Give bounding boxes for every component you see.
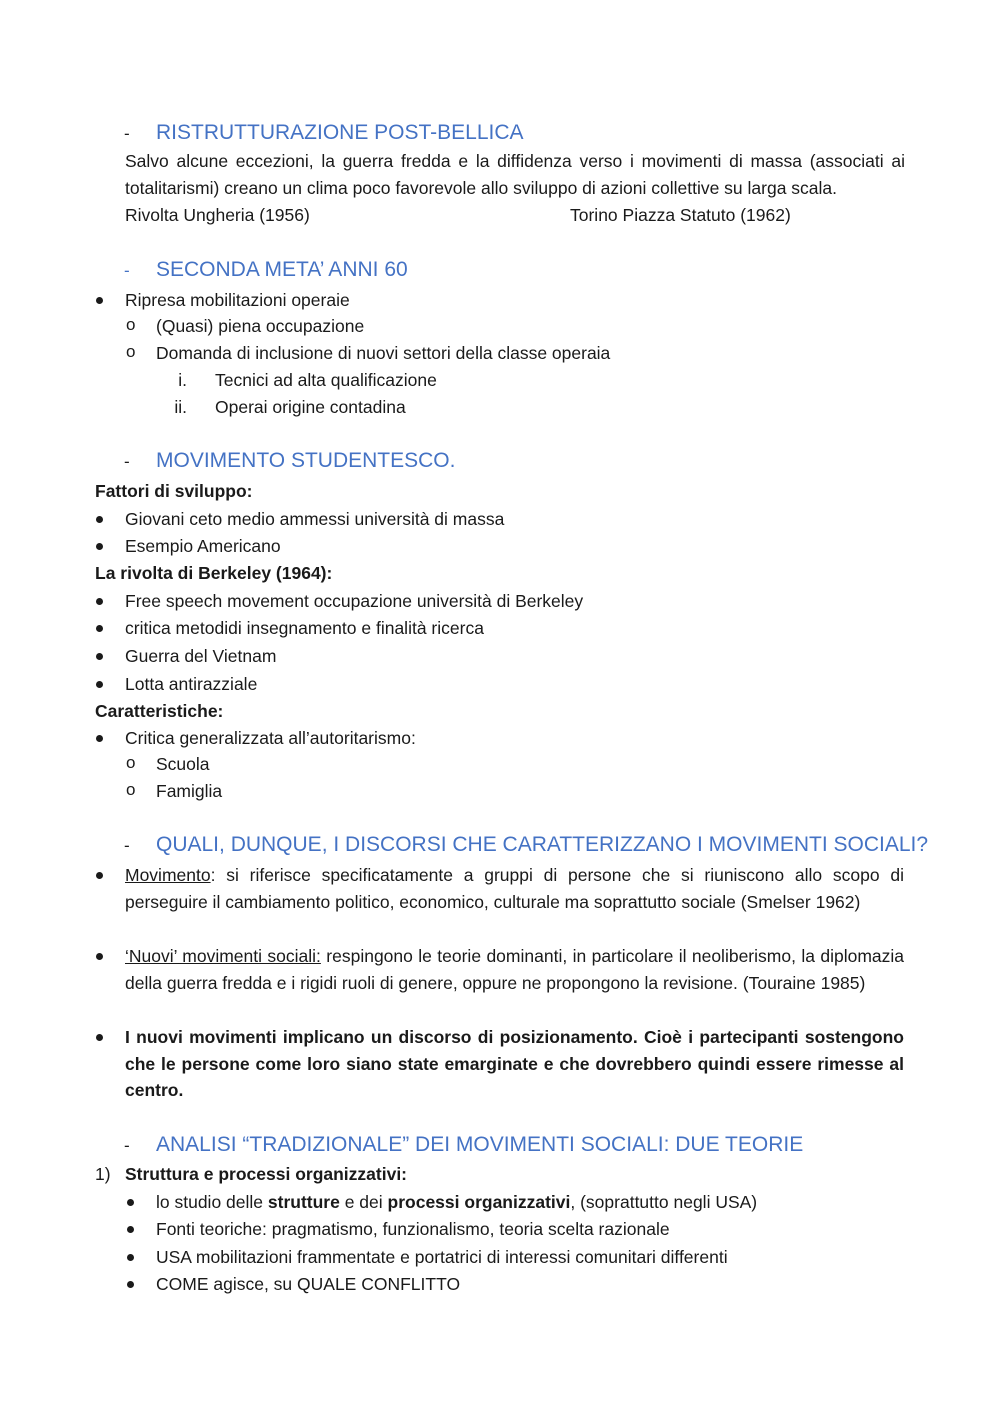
list-item: critica metodidi insegnamento e finalità ricerca: [125, 618, 484, 638]
circle-bullet-icon: o: [126, 753, 136, 772]
bullet-icon: [96, 653, 103, 660]
paragraph-posizionamento: I nuovi movimenti implicano un discorso di posizionamento. Cioè i partecipanti sostengono che le persone come loro siano state emarginate e che dovrebbero quindi essere rimesse al centro.: [125, 1027, 904, 1100]
bullet-icon: [96, 1034, 103, 1041]
term-movimento: Movimento: [125, 865, 211, 885]
list-item: USA mobilitazioni frammentate e portatrici di interessi comunitari differenti: [156, 1247, 728, 1267]
heading-seconda-meta: SECONDA META’ ANNI 60: [156, 258, 408, 281]
term-nuovi-movimenti: ‘Nuovi’ movimenti sociali:: [125, 946, 321, 966]
list-item: Tecnici ad alta qualificazione: [215, 370, 437, 390]
label-struttura: Struttura e processi organizzativi:: [125, 1164, 408, 1184]
bullet-icon: [127, 1254, 134, 1261]
bullet-icon: [96, 872, 103, 879]
circle-bullet-icon: o: [126, 342, 136, 361]
circle-bullet-icon: o: [126, 780, 136, 799]
paragraph-nuovi-movimenti: [125, 943, 904, 996]
definition-movimento: : si riferisce specificatamente a gruppi di persone che si riuniscono allo scopo di perseguire il cambiamento politico, economico, culturale ma soprattutto sociale (Smelser 1962): [125, 865, 904, 912]
bullet-icon: [127, 1199, 134, 1206]
list-item: Giovani ceto medio ammessi università di massa: [125, 509, 505, 529]
bullet-icon: [127, 1226, 134, 1233]
heading-discorsi: QUALI, DUNQUE, I DISCORSI CHE CARATTERIZZANO I MOVIMENTI SOCIALI?: [156, 833, 929, 856]
bullet-icon: [96, 543, 103, 550]
list-item: [156, 1189, 757, 1216]
label-fattori: Fattori di sviluppo:: [95, 481, 253, 501]
label-berkeley: La rivolta di Berkeley (1964):: [95, 563, 333, 583]
list-item: Fonti teoriche: pragmatismo, funzionalismo, teoria scelta razionale: [156, 1219, 670, 1239]
bullet-icon: [96, 735, 103, 742]
heading-movimento-studentesco: MOVIMENTO STUDENTESCO.: [156, 449, 456, 472]
list-item: Critica generalizzata all’autoritarismo:: [125, 728, 416, 748]
bullet-icon: [127, 1281, 134, 1288]
paragraph-movimento: [125, 862, 904, 915]
bullet-icon: [96, 625, 103, 632]
definition-nuovi-movimenti: respingono le teorie dominanti, in particolare il neoliberismo, la diplomazia della guerra fredda e i rigidi ruoli di genere, oppure ne propongono la revisione. (Touraine 1985): [125, 946, 904, 993]
list-item: Domanda di inclusione di nuovi settori della classe operaia: [156, 343, 611, 363]
bullet-icon: [96, 681, 103, 688]
list-item: Guerra del Vietnam: [125, 646, 277, 666]
text-run-bold: strutture: [267, 1192, 340, 1212]
heading-dash: -: [124, 261, 130, 280]
roman-numeral: i.: [178, 370, 187, 390]
list-item: COME agisce, su QUALE CONFLITTO: [156, 1274, 461, 1294]
heading-analisi-tradizionale: ANALISI “TRADIZIONALE” DEI MOVIMENTI SOCIALI: DUE TEORIE: [156, 1133, 804, 1156]
circle-bullet-icon: o: [126, 315, 136, 334]
heading-dash: -: [124, 1136, 130, 1155]
list-item: Esempio Americano: [125, 536, 281, 556]
list-item: Free speech movement occupazione università di Berkeley: [125, 591, 584, 611]
note-ungheria: Rivolta Ungheria (1956): [125, 205, 310, 225]
bullet-icon: [96, 297, 103, 304]
list-item: Scuola: [156, 754, 210, 774]
label-caratteristiche: Caratteristiche:: [95, 701, 224, 721]
text-run: e dei: [339, 1192, 388, 1212]
heading-dash: -: [124, 836, 130, 855]
list-item: (Quasi) piena occupazione: [156, 316, 365, 336]
paragraph-postbellica: Salvo alcune eccezioni, la guerra fredda e la diffidenza verso i movimenti di massa (associati ai totalitarismi) creano un clima poco favorevole allo sviluppo di azioni collettive su larga scala.: [125, 151, 905, 198]
list-item: Operai origine contadina: [215, 397, 406, 417]
text-run: lo studio delle: [156, 1192, 268, 1212]
roman-numeral: ii.: [174, 397, 187, 417]
bullet-icon: [96, 516, 103, 523]
heading-dash: -: [124, 452, 130, 471]
text-run-bold: processi organizzativi: [387, 1192, 571, 1212]
list-item: Famiglia: [156, 781, 223, 801]
bullet-icon: [96, 598, 103, 605]
list-number: 1): [95, 1164, 111, 1184]
text-run: , (soprattutto negli USA): [570, 1192, 758, 1212]
heading-dash: -: [124, 124, 130, 143]
heading-ristrutturazione: RISTRUTTURAZIONE POST-BELLICA: [156, 121, 524, 144]
list-item: Ripresa mobilitazioni operaie: [125, 290, 350, 310]
bullet-icon: [96, 953, 103, 960]
note-torino: Torino Piazza Statuto (1962): [570, 205, 791, 225]
list-item: Lotta antirazziale: [125, 674, 258, 694]
